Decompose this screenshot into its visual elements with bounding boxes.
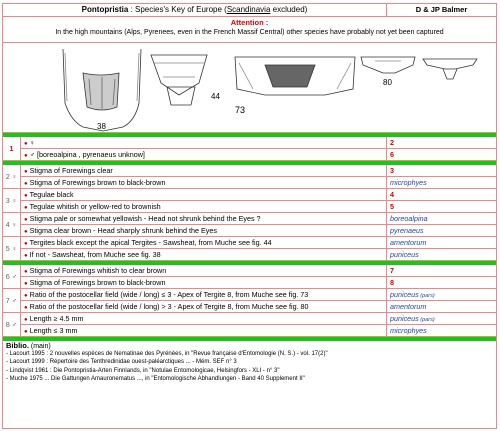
option-result[interactable]: 7 (386, 265, 496, 276)
option-text: ● Stigma of Forewings brown to black-brown (24, 178, 166, 187)
option-result[interactable]: microphyes (386, 325, 496, 336)
key-option (21, 277, 496, 289)
bullet-icon: ● (24, 329, 28, 335)
couplet-8 (3, 313, 496, 337)
identification-key (3, 133, 496, 341)
key-option (21, 213, 496, 225)
couplet-number: 1 (3, 137, 21, 161)
option-result[interactable]: puniceus (pars) (386, 289, 496, 300)
option-result[interactable]: 3 (386, 165, 496, 176)
option-text: ● Stigma clear brown - Head sharply shrunk behind the Eyes (24, 226, 217, 235)
couplet-3 (3, 189, 496, 213)
key-option (21, 249, 496, 261)
option-text: ● Ratio of the postocellar field (wide / long) ≤ 3 - Apex of Tergite 8, from Muche see fig. 73 (24, 290, 309, 299)
option-result[interactable]: puniceus (pars) (386, 313, 496, 324)
bullet-icon: ● (24, 193, 28, 199)
bullet-icon: ● (24, 141, 28, 147)
couplet-number: 8 ♂ (3, 313, 21, 337)
biblio-heading: Biblio. (6, 341, 29, 350)
option-text: ● Ratio of the postocellar field (wide / long) > 3 - Apex of Tergite 8, from Muche see fig. 80 (24, 302, 309, 311)
bullet-icon: ● (24, 269, 28, 275)
bullet-icon: ● (24, 181, 28, 187)
couplet-6 (3, 265, 496, 289)
key-option (21, 301, 496, 313)
option-text: ● Stigma of Forewings clear (24, 166, 113, 175)
couplet-number: 5 ♀ (3, 237, 21, 261)
bibliography: Biblio. (main) - Lacourt 1995 : 2 nouvelles espèces de Nematinae des Pyrénées, in "Revue française d'Entomologie (N. S.) - vol. 17(2)" - Lacourt 1999 : Répertoire des Tenthredinidae ouest-paléarctiques ... - Mém. SEF n° 3 - Lindqvist 1961 : Die Pontopristia-Arten Finnlands, in "Notulae Entomologicae, Helsingfors - XLI - n° 3" - Muche 1975 ... Die Gattungen Amauronematus ..., in "Entomologische Abhandlungen - Band 40 Supplement II" (3, 341, 496, 383)
option-result[interactable]: boreoalpina (386, 213, 496, 224)
option-result[interactable]: microphyes (386, 177, 496, 188)
option-text: ● Stigma of Forewings whitish to clear brown (24, 266, 167, 275)
key-page (2, 3, 497, 429)
biblio-entry: - Lindqvist 1961 : Die Pontopristia-Arten Finnlands, in "Notulae Entomologicae, Helsingfors - XLI - n° 3" (6, 367, 280, 374)
key-option (21, 137, 496, 149)
fig-38-label: 38 (97, 122, 106, 131)
option-text: ● ♂ [boreoalpina , pyrenaeus unknow] (24, 150, 145, 159)
bullet-icon: ● (24, 229, 28, 235)
figure-38 (63, 49, 141, 131)
option-text: ● Stigma of Forewings brown to black-brown (24, 278, 166, 287)
figure-73 (235, 57, 355, 95)
figure-44 (151, 55, 207, 105)
key-option (21, 201, 496, 213)
option-result[interactable]: 8 (386, 277, 496, 288)
couplet-number: 6 ♂ (3, 265, 21, 289)
bullet-icon: ● (24, 153, 28, 159)
pars-note: (pars) (418, 293, 435, 299)
option-result[interactable]: 6 (386, 149, 496, 160)
attention-box (3, 17, 496, 43)
option-result[interactable]: amentorum (386, 301, 496, 312)
authors: D & JP Balmer (386, 4, 496, 16)
couplet-5 (3, 237, 496, 261)
bullet-icon: ● (24, 241, 28, 247)
fig-44-label: 44 (211, 92, 220, 101)
option-text: ● Tegulae whitish or yellow-red to brownish (24, 202, 161, 211)
option-result[interactable]: 4 (386, 189, 496, 200)
bullet-icon: ● (24, 253, 28, 259)
biblio-entry: - Lacourt 1999 : Répertoire des Tenthredinidae ouest-paléarctiques ... - Mém. SEF n° 3 (6, 359, 237, 366)
key-option (21, 289, 496, 301)
couplet-4 (3, 213, 496, 237)
couplet-number: 2 ♀ (3, 165, 21, 189)
bullet-icon: ● (24, 205, 28, 211)
biblio-entry: - Lacourt 1995 : 2 nouvelles espèces de Nematinae des Pyrénées, in "Revue française d'Entomologie (N. S.) - vol. 17(2)" (6, 351, 328, 357)
couplet-number: 3 ♀ (3, 189, 21, 213)
couplet-7 (3, 289, 496, 313)
option-text: ● Tegulae black (24, 190, 74, 199)
genus-name: Pontopristia (81, 5, 129, 14)
option-result[interactable]: 2 (386, 137, 496, 148)
option-result[interactable]: puniceus (386, 249, 496, 260)
key-option (21, 313, 496, 325)
bullet-icon: ● (24, 293, 28, 299)
option-result[interactable]: 5 (386, 201, 496, 212)
attention-message: In the high mountains (Alps, Pyrenees, even in the French Massif Central) other species have probably not yet been captured (55, 29, 444, 36)
option-result[interactable]: pyrenaeus (386, 225, 496, 236)
bullet-icon: ● (24, 281, 28, 287)
option-text: ● ♀ (24, 138, 36, 147)
bullet-icon: ● (24, 169, 28, 175)
bullet-icon: ● (24, 305, 28, 311)
key-option (21, 225, 496, 237)
option-text: ● Length ≤ 3 mm (24, 326, 78, 335)
title-bar (3, 4, 496, 17)
scandinavia-label: Scandinavia (226, 5, 271, 14)
figure-80b (423, 59, 477, 79)
couplet-number: 7 ♂ (3, 289, 21, 313)
couplet-2 (3, 165, 496, 189)
couplet-number: 4 ♀ (3, 213, 21, 237)
sawsheath-figures (3, 43, 496, 133)
bullet-icon: ● (24, 317, 28, 323)
attention-label: Attention : (230, 18, 269, 27)
figure-80 (361, 57, 415, 73)
bullet-icon: ● (24, 217, 28, 223)
key-option (21, 165, 496, 177)
key-option (21, 265, 496, 277)
option-text: ● If not - Sawsheat, from Muche see fig. 38 (24, 250, 161, 259)
option-text: ● Stigma pale or somewhat yellowish - Head not shrunk behind the Eyes ? (24, 214, 261, 223)
option-result[interactable]: amentorum (386, 237, 496, 248)
option-text: ● Length ≥ 4.5 mm (24, 314, 84, 323)
key-option (21, 325, 496, 337)
pars-note: (pars) (418, 317, 435, 323)
key-option (21, 149, 496, 161)
fig-80-label: 80 (383, 78, 392, 87)
biblio-entry: - Muche 1975 ... Die Gattungen Amauronematus ..., in "Entomologische Abhandlungen - Band 40 Supplement II" (6, 375, 305, 382)
page-title: Pontopristia : Species's Key of Europe (Scandinavia excluded) (81, 5, 308, 14)
fig-73-label: 73 (235, 105, 246, 115)
figure-panel (3, 43, 496, 133)
option-text: ● Tergites black except the apical Tergites - Sawsheat, from Muche see fig. 44 (24, 238, 272, 247)
key-option (21, 177, 496, 189)
couplet-1 (3, 137, 496, 161)
key-option (21, 189, 496, 201)
key-option (21, 237, 496, 249)
